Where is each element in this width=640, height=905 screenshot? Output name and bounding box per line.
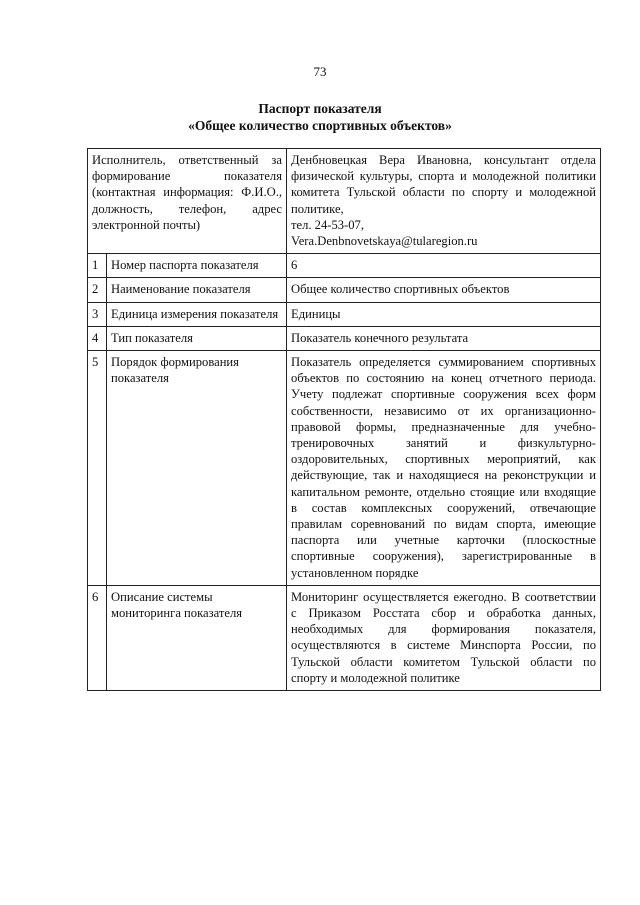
row-label: Наименование показателя xyxy=(107,278,287,302)
page-number: 73 xyxy=(313,64,327,79)
row-label: Тип показателя xyxy=(107,326,287,350)
row-number: 2 xyxy=(88,278,107,302)
responsible-name: Денбновецкая Вера Ивановна, консультант отдела физической культуры, спорта и молодежной политики комитета Тульской области по спорту и молодежной политике, xyxy=(291,153,596,216)
responsible-phone: тел. 24-53-07, xyxy=(291,217,364,232)
title-line-1: Паспорт показателя xyxy=(258,101,382,116)
row-number: 3 xyxy=(88,302,107,326)
passport-table xyxy=(87,148,601,691)
table-row xyxy=(88,302,601,326)
row-number: 5 xyxy=(88,351,107,586)
row-label: Номер паспорта показателя xyxy=(107,254,287,278)
document-title xyxy=(0,100,640,134)
responsible-email: Vera.Denbnovetskaya@tularegion.ru xyxy=(291,234,478,249)
row-number: 6 xyxy=(88,585,107,690)
table-row xyxy=(88,254,601,278)
title-line-2: «Общее количество спортивных объектов» xyxy=(188,118,452,133)
row-value: 6 xyxy=(287,254,601,278)
row-value: Показатель определяется суммированием спортивных объектов по состоянию на конец отчетного периода. Учету подлежат спортивные сооружения всех форм собственности, независимо от их организационно-правовой формы, предназначенные для учебно-тренировочных занятий и физкультурно-оздоровительных, спортивных мероприятий, как действующие, так и находящиеся на реконструкции и капитальном ремонте, отдельно стоящие или входящие в состав комплексных сооружений, отвечающие правилам соревнований по видам спорта, имеющие паспорта или учетные карточки (плоскостные спортивные сооружения), зарегистрированные в установленном порядке xyxy=(287,351,601,586)
row-label: Единица измерения показателя xyxy=(107,302,287,326)
table-row xyxy=(88,585,601,690)
responsible-row xyxy=(88,149,601,254)
table-row xyxy=(88,351,601,586)
table-row xyxy=(88,326,601,350)
table-row xyxy=(88,278,601,302)
row-label: Описание системы мониторинга показателя xyxy=(107,585,287,690)
row-label: Порядок формирования показателя xyxy=(107,351,287,586)
row-number: 1 xyxy=(88,254,107,278)
row-value: Показатель конечного результата xyxy=(287,326,601,350)
row-value: Мониторинг осуществляется ежегодно. В соответствии с Приказом Росстата сбор и обработка данных, необходимых для формирования показателя, осуществляются в системе Минспорта России, по Тульской области комитетом Тульской области по спорту и молодежной политике xyxy=(287,585,601,690)
row-value: Общее количество спортивных объектов xyxy=(287,278,601,302)
responsible-value xyxy=(287,149,601,254)
row-number: 4 xyxy=(88,326,107,350)
responsible-label: Исполнитель, ответственный за формирование показателя (контактная информация: Ф.И.О., должность, телефон, адрес электронной почты) xyxy=(88,149,287,254)
row-value: Единицы xyxy=(287,302,601,326)
